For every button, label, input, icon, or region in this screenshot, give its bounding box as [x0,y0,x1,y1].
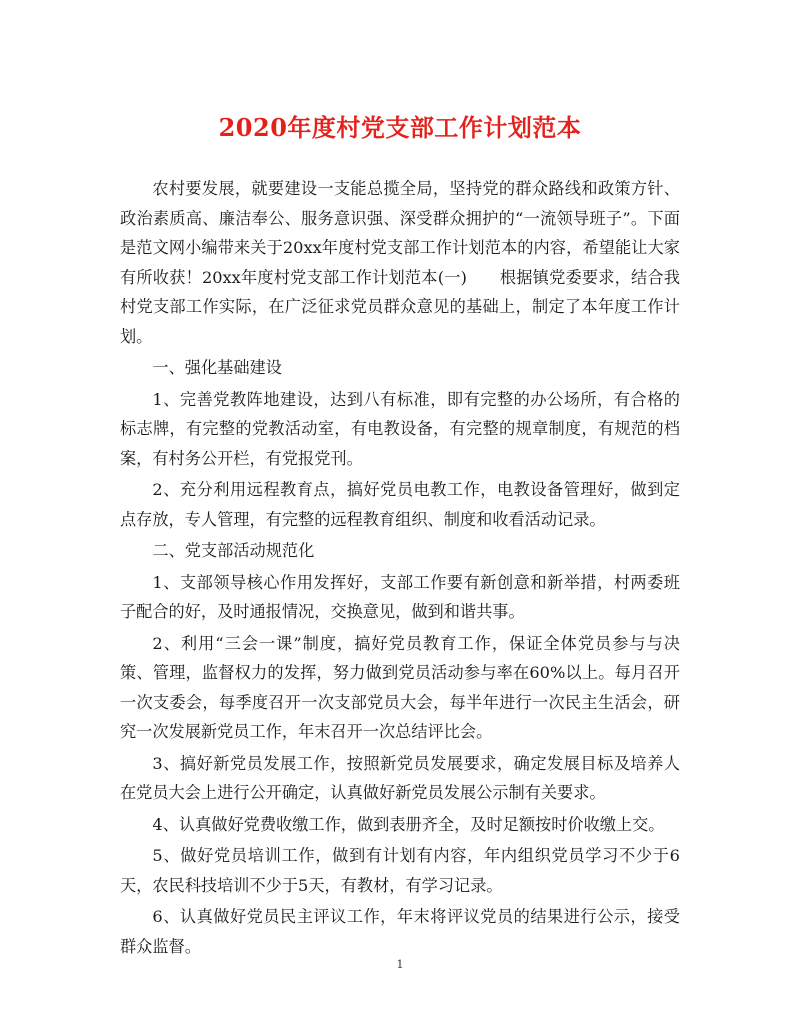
body-paragraph: 1、支部领导核心作用发挥好，支部工作要有新创意和新举措，村两委班子配合的好，及时通报情况，交换意见，做到和谐共事。 [120,572,680,621]
body-paragraph: 6、认真做好党员民主评议工作，年末将评议党员的结果进行公示，接受群众监督。 [120,907,680,956]
page-number: 1 [396,958,404,971]
document-title: 2020年度村党支部工作计划范本 [218,113,582,142]
section-heading: 二、党支部活动规范化 [152,541,315,560]
body-paragraph: 1、完善党教阵地建设，达到八有标准，即有完整的办公场所，有合格的标志牌，有完整的党教活动室，有电教设备，有完整的规章制度，有规范的档案，有村务公开栏，有党报党刊。 [120,389,680,468]
body-paragraph: 2、充分利用远程教育点，搞好党员电教工作，电教设备管理好，做到定点存放，专人管理，有完整的远程教育组织、制度和收看活动记录。 [120,480,680,529]
body-paragraph: 3、搞好新党员发展工作，按照新党员发展要求，确定发展目标及培养人在党员大会上进行公开确定，认真做好新党员发展公示制有关要求。 [120,753,680,802]
body-paragraph: 2、利用“三会一课”制度，搞好党员教育工作，保证全体党员参与与决策、管理，监督权力的发挥，努力做到党员活动参与率在60%以上。每月召开一次支委会，每季度召开一次支部党员大会，每半年进行一次民主生活会，研究一次发展新党员工作，年末召开一次总结评比会。 [120,633,680,741]
section-heading: 一、强化基础建设 [152,358,282,377]
intro-paragraph: 农村要发展，就要建设一支能总揽全局，坚持党的群众路线和政策方针、政治素质高、廉洁奉公、服务意识强、深受群众拥护的“一流领导班子”。下面是范文网小编带来关于20xx年度村党支部工作计划范本的内容，希望能让大家有所收获！20xx年度村党支部工作计划范本(一) 根据镇党委要求，结合我村党支部工作实际，在广泛征求党员群众意见的基础上，制定了本年度工作计划。 [120,179,680,346]
body-paragraph: 4、认真做好党费收缴工作，做到表册齐全，及时足额按时价收缴上交。 [152,814,665,834]
document-body [120,174,680,963]
body-paragraph: 5、做好党员培训工作，做到有计划有内容，年内组织党员学习不少于6天，农民科技培训不少于5天，有教材，有学习记录。 [120,846,680,895]
